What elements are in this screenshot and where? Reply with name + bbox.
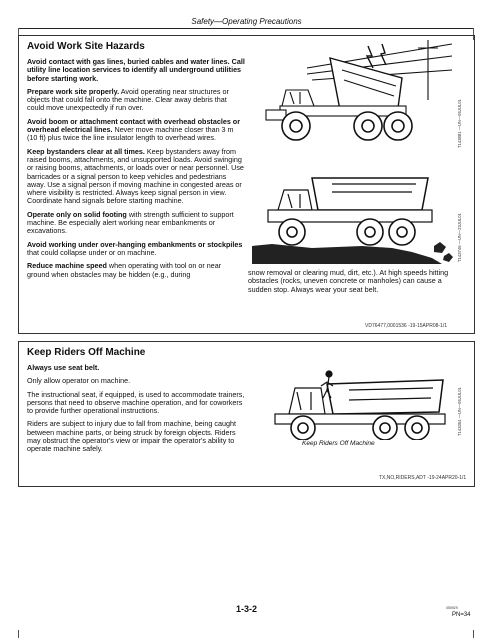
paragraph-speed-continued: snow removal or clearing mud, dirt, etc.). At high speeds hitting obstacles (rocks, uneven concrete or manholes) can cause a sudden stop. Always wear your seat belt.: [248, 268, 449, 294]
dump-truck-embankment-illustration: [252, 160, 457, 266]
section-title: Keep Riders Off Machine: [27, 347, 146, 358]
right-column-continued: [248, 269, 463, 299]
left-column: [27, 364, 245, 459]
paragraph-instructional-seat: The instructional seat, if equipped, is used to accommodate trainers, persons that need to observe machine operation, and for coworkers to provide further operational instructions.: [27, 389, 245, 416]
page-header-title: Safety—Operating Precautions: [191, 17, 302, 26]
paragraph-embankments: Avoid working under over-hanging embankments or stockpiles that could collapse under or on machine.: [27, 239, 243, 257]
footer-pn: PN=34: [452, 612, 471, 618]
paragraph-speed: Reduce machine speed when operating with tool on or near ground when obstacles may be hidden (e.g., during: [27, 261, 222, 279]
left-bottom-rule: [18, 630, 19, 638]
paragraph-utilities: Avoid contact with gas lines, buried cables and water lines. Call utility line location services to identify all underground utilities before starting work.: [27, 57, 245, 83]
paragraph-seat-belt: Always use seat belt.: [27, 363, 100, 372]
section-work-site-hazards: [18, 35, 475, 334]
image-code-3: T143354 —UN—06JUL01: [457, 387, 462, 436]
footer-date-code: 050929: [446, 606, 458, 610]
paragraph-footing: Operate only on solid footing with strength sufficient to support machine. Be especially alert working near embankments or excavations.: [27, 209, 234, 236]
section-reference-code: VD76477,0001536 -19-15APR08-1/1: [365, 323, 448, 329]
rider-on-truck-illustration: [267, 370, 455, 440]
section-title: Avoid Work Site Hazards: [27, 41, 145, 52]
section-reference-code: TX,NO,RIDERS,ADT -19-24APR20-1/1: [379, 475, 467, 481]
right-bottom-rule: [473, 630, 474, 638]
page-number: 1-3-2: [235, 604, 257, 614]
paragraph-prepare: Prepare work site properly. Avoid operating near structures or objects that could fall onto the machine. Clear away debris that could move unexpectedly if run over.: [27, 86, 229, 113]
paragraph-overhead: Avoid boom or attachment contact with overhead obstacles or overhead electrical lines. Never move machine closer than 3 m (10 ft) plus twice the line insulator length to overhead wires.: [27, 116, 240, 143]
dump-truck-power-line-illustration: [252, 40, 457, 152]
image-code-1: T143881 —UN—05JUL01: [457, 99, 462, 148]
figure-caption: Keep Riders Off Machine: [302, 440, 375, 447]
paragraph-rider-injury: Riders are subject to injury due to fall from machine, being caught between machine parts, or being struck by foreign objects. Riders may obstruct the operator's view or impair the operator's ability to operate machine safely.: [27, 419, 236, 454]
header-rule: [18, 28, 474, 29]
left-column: [27, 58, 245, 284]
paragraph-operator-only: Only allow operator on machine.: [27, 376, 131, 386]
image-code-2: T143746 —UN—23JUL01: [457, 213, 462, 262]
paragraph-bystanders: Keep bystanders clear at all times. Keep bystanders away from raised booms, attachments, and unsupported loads. Avoid swinging or raising booms, attachments, or loads over or near personnel. Use barricades or a signal person to keep vehicles and pedestrians away. Use a signal person if moving machine in congested areas or where visibility is restricted. Always keep signal person in view. Coordinate hand signals before starting machine.: [27, 146, 244, 206]
section-keep-riders-off: [18, 341, 475, 487]
